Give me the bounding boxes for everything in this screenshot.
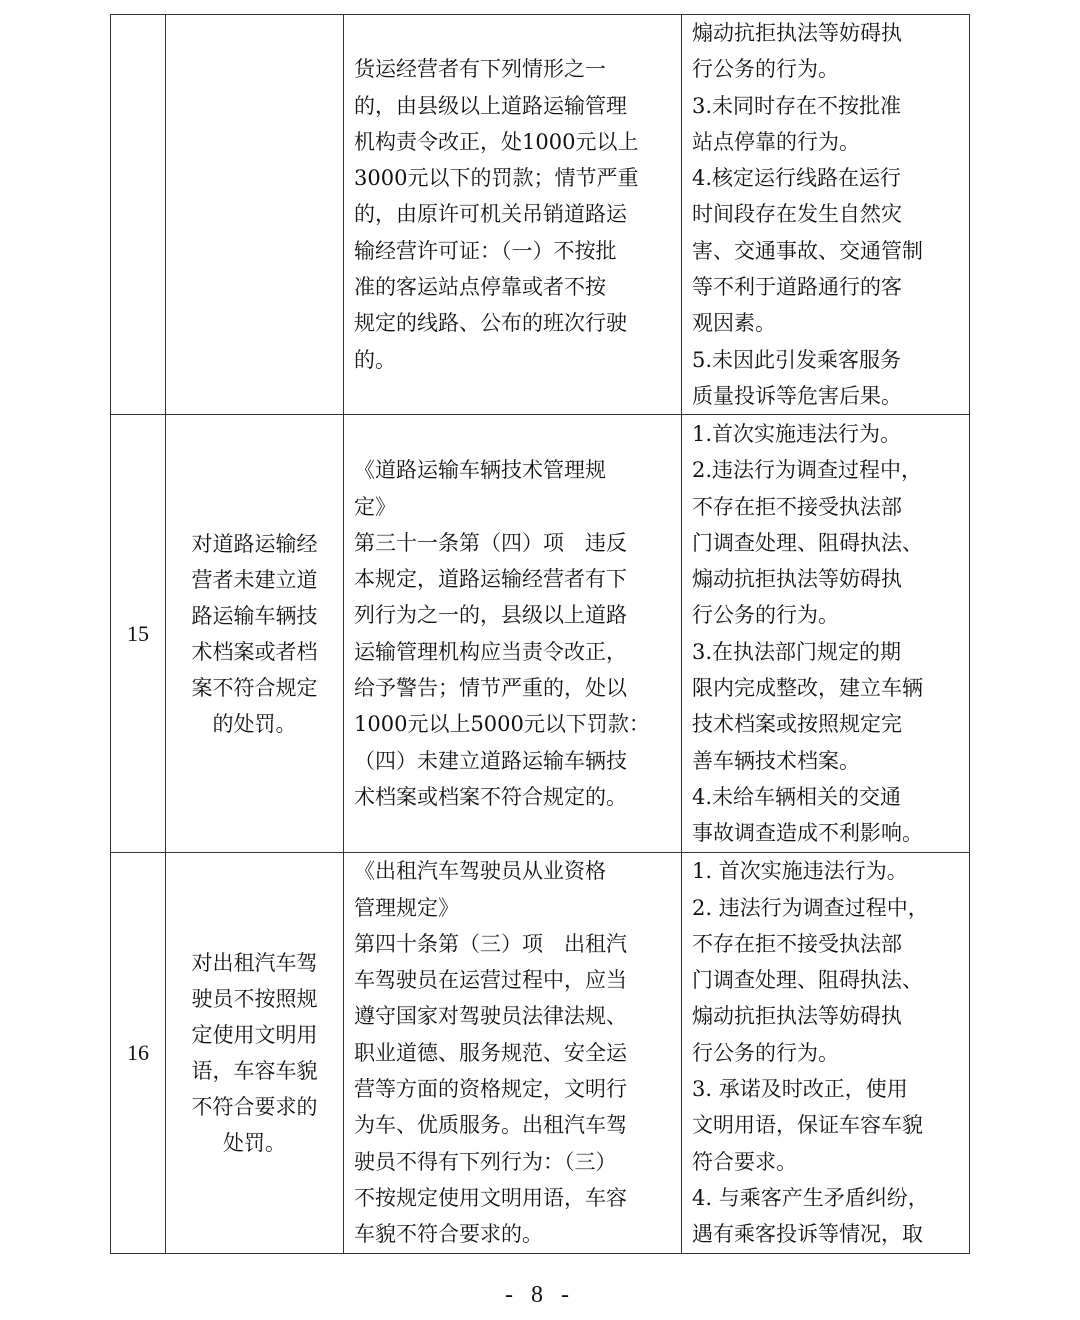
violation-name: 对道路运输经 营者未建立道 路运输车辆技 术档案或者档 案不符合规定 的处罚。 [166, 415, 344, 853]
exemption-conditions: 煽动抗拒执法等妨碍执 行公务的行为。 3.未同时存在不按批准 站点停靠的行为。 4.核定运行线路在运行 时间段存在发生自然灾 害、交通事故、交通管制 等不利于道路通行的客 观因素。 5.未因此引发乘客服务 质量投诉等危害后果。 [682, 15, 970, 415]
violation-name [166, 15, 344, 415]
legal-basis: 《道路运输车辆技术管理规 定》 第三十一条第（四）项 违反 本规定，道路运输经营者有下 列行为之一的，县级以上道路 运输管理机构应当责令改正， 给予警告；情节严重的，处以 1000元以上5000元以下罚款： （四）未建立道路运输车辆技 术档案或档案不符合规定的。 [344, 415, 682, 853]
legal-basis: 货运经营者有下列情形之一 的，由县级以上道路运输管理 机构责令改正，处1000元以上 3000元以下的罚款；情节严重 的，由原许可机关吊销道路运 输经营许可证：（一）不按批 准的客运站点停靠或者不按 规定的线路、公布的班次行驶 的。 [344, 15, 682, 415]
regulation-table [110, 14, 970, 1254]
exemption-conditions: 1.首次实施违法行为。 2.违法行为调查过程中， 不存在拒不接受执法部 门调查处理、阻碍执法、 煽动抗拒执法等妨碍执 行公务的行为。 3.在执法部门规定的期 限内完成整改，建立车辆 技术档案或按照规定完 善车辆技术档案。 4.未给车辆相关的交通 事故调查造成不利影响。 [682, 415, 970, 853]
exemption-conditions: 1. 首次实施违法行为。 2. 违法行为调查过程中， 不存在拒不接受执法部 门调查处理、阻碍执法、 煽动抗拒执法等妨碍执 行公务的行为。 3. 承诺及时改正，使用 文明用语，保证车容车貌 符合要求。 4. 与乘客产生矛盾纠纷， 遇有乘客投诉等情况，取 [682, 853, 970, 1253]
row-number: 16 [111, 853, 166, 1253]
row-number [111, 15, 166, 415]
legal-basis: 《出租汽车驾驶员从业资格 管理规定》 第四十条第（三）项 出租汽 车驾驶员在运营过程中，应当 遵守国家对驾驶员法律法规、 职业道德、服务规范、安全运 营等方面的资格规定，文明行 为车、优质服务。出租汽车驾 驶员不得有下列行为：（三） 不按规定使用文明用语，车容 车貌不符合要求的。 [344, 853, 682, 1253]
violation-name: 对出租汽车驾 驶员不按照规 定使用文明用 语，车容车貌 不符合要求的 处罚。 [166, 853, 344, 1253]
page-number: - 8 - [505, 1282, 575, 1308]
table-row [111, 15, 970, 415]
table-row [111, 853, 970, 1253]
table-row [111, 415, 970, 853]
row-number: 15 [111, 415, 166, 853]
